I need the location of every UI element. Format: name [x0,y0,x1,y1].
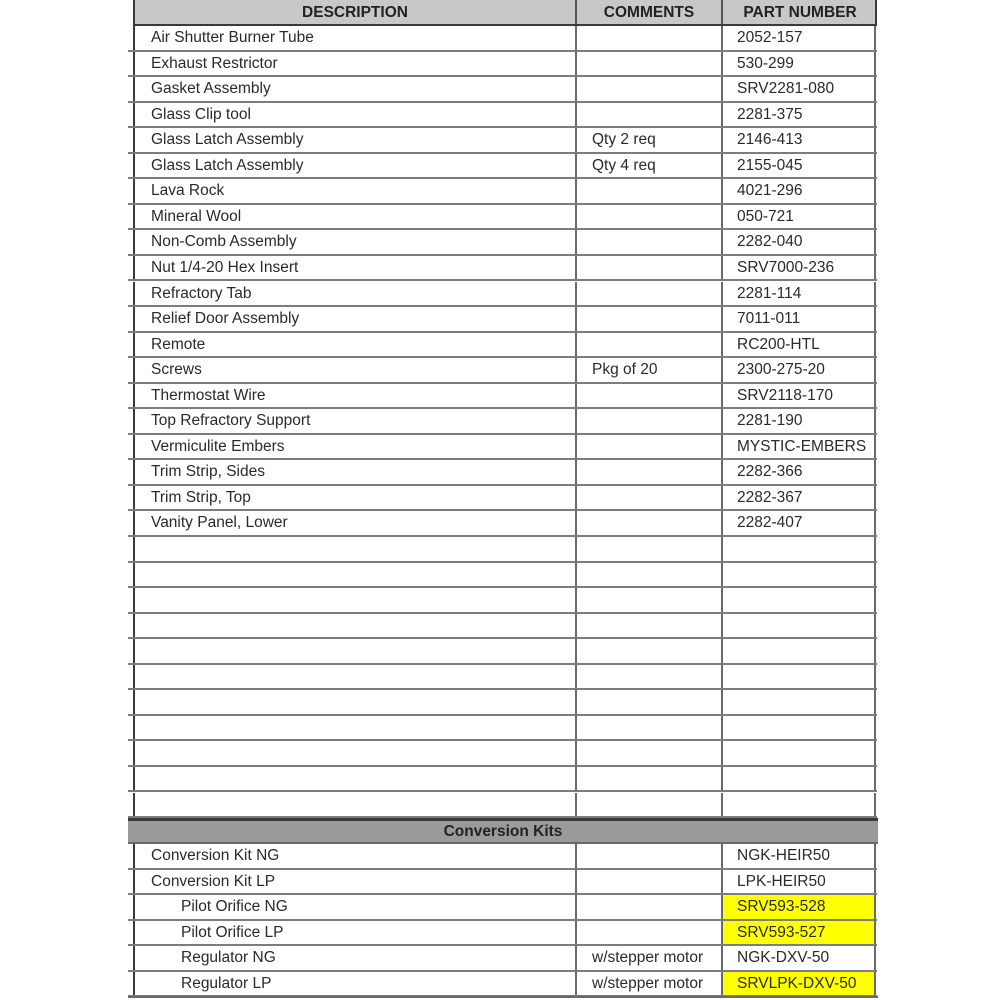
comments-cell [575,844,721,868]
conversion-kits-header: Conversion Kits [128,818,878,844]
comments-cell [575,460,721,484]
part-number-cell: 2281-190 [721,409,876,433]
description-cell: Refractory Tab [133,282,575,306]
table-row [128,358,877,384]
table-row [128,844,877,870]
part-number-cell: 2155-045 [721,154,876,178]
part-number-cell: 4021-296 [721,179,876,203]
comments-cell [575,563,721,587]
comments-cell [575,103,721,127]
table-row [128,511,877,537]
description-cell [133,537,575,561]
table-row [128,333,877,359]
table-row [128,460,877,486]
description-cell: Remote [133,333,575,357]
empty-table-row [128,614,877,640]
description-cell: Mineral Wool [133,205,575,229]
part-number-cell [721,690,876,714]
description-cell [133,665,575,689]
table-row [128,435,877,461]
comments-cell [575,486,721,510]
part-number-cell [721,767,876,791]
empty-table-row [128,690,877,716]
description-cell: Pilot Orifice LP [133,921,575,945]
part-number-cell: 2052-157 [721,26,876,50]
part-number-cell: SRV593-527 [721,921,876,945]
description-cell [133,767,575,791]
comments-cell [575,870,721,894]
comments-cell [575,179,721,203]
table-row [128,384,877,410]
comments-cell [575,614,721,638]
comments-cell [575,767,721,791]
description-cell: Gasket Assembly [133,77,575,101]
comments-cell [575,205,721,229]
comments-cell [575,307,721,331]
table-row [128,179,877,205]
table-row [128,307,877,333]
description-cell: Exhaust Restrictor [133,52,575,76]
comments-cell: Qty 2 req [575,128,721,152]
description-cell [133,563,575,587]
comments-cell [575,921,721,945]
comments-cell [575,26,721,50]
comments-cell [575,639,721,663]
table-row [128,895,877,921]
comments-cell [575,690,721,714]
comments-cell [575,282,721,306]
comments-cell: w/stepper motor [575,972,721,996]
empty-table-row [128,639,877,665]
description-cell [133,690,575,714]
comments-cell [575,333,721,357]
part-number-cell: SRVLPK-DXV-50 [721,972,876,996]
description-cell: Lava Rock [133,179,575,203]
empty-table-row [128,793,877,819]
empty-table-row [128,741,877,767]
comments-cell [575,741,721,765]
comments-cell [575,52,721,76]
description-cell: Regulator LP [133,972,575,996]
description-cell: Vermiculite Embers [133,435,575,459]
part-number-cell: 7011-011 [721,307,876,331]
part-number-cell: RC200-HTL [721,333,876,357]
part-number-cell [721,563,876,587]
empty-table-row [128,665,877,691]
comments-cell [575,384,721,408]
part-number-cell: NGK-DXV-50 [721,946,876,970]
comments-cell [575,537,721,561]
comments-cell [575,511,721,535]
table-bottom-border [128,996,878,998]
description-cell: Conversion Kit LP [133,870,575,894]
empty-table-row [128,716,877,742]
table-row [128,921,877,947]
table-row [128,486,877,512]
table-row [128,205,877,231]
table-row [128,282,877,308]
table-row [128,77,877,103]
description-cell: Conversion Kit NG [133,844,575,868]
description-cell: Glass Latch Assembly [133,154,575,178]
part-number-cell: 2281-114 [721,282,876,306]
table-row [128,946,877,972]
header-part-number: PART NUMBER [721,0,877,24]
description-cell: Glass Latch Assembly [133,128,575,152]
table-row [128,409,877,435]
part-number-cell: 2281-375 [721,103,876,127]
part-number-cell: 2146-413 [721,128,876,152]
comments-cell: Qty 4 req [575,154,721,178]
part-number-cell: LPK-HEIR50 [721,870,876,894]
comments-cell: w/stepper motor [575,946,721,970]
description-cell: Vanity Panel, Lower [133,511,575,535]
comments-cell [575,435,721,459]
description-cell: Regulator NG [133,946,575,970]
description-cell: Glass Clip tool [133,103,575,127]
part-number-cell [721,537,876,561]
part-number-cell: 2282-040 [721,230,876,254]
part-number-cell [721,665,876,689]
description-cell: Screws [133,358,575,382]
empty-table-row [128,588,877,614]
header-description: DESCRIPTION [302,4,408,21]
part-number-cell [721,639,876,663]
description-cell: Non-Comb Assembly [133,230,575,254]
part-number-cell: NGK-HEIR50 [721,844,876,868]
comments-cell [575,895,721,919]
comments-cell [575,409,721,433]
part-number-cell: 2300-275-20 [721,358,876,382]
description-cell: Air Shutter Burner Tube [133,26,575,50]
comments-cell: Pkg of 20 [575,358,721,382]
description-cell [133,716,575,740]
comments-cell [575,665,721,689]
description-cell: Trim Strip, Top [133,486,575,510]
comments-cell [575,793,721,817]
part-number-cell [721,793,876,817]
table-row [128,230,877,256]
description-cell [133,614,575,638]
table-header [133,0,877,26]
empty-table-row [128,767,877,793]
description-cell [133,588,575,612]
description-cell [133,639,575,663]
comments-cell [575,77,721,101]
part-number-cell: SRV2281-080 [721,77,876,101]
table-row [128,26,877,52]
comments-cell [575,716,721,740]
description-cell: Top Refractory Support [133,409,575,433]
description-cell: Trim Strip, Sides [133,460,575,484]
description-cell: Thermostat Wire [133,384,575,408]
part-number-cell: SRV593-528 [721,895,876,919]
description-cell [133,793,575,817]
empty-table-row [128,537,877,563]
part-number-cell: 050-721 [721,205,876,229]
table-row [128,870,877,896]
part-number-cell [721,614,876,638]
part-number-cell: 530-299 [721,52,876,76]
table-row [128,154,877,180]
description-cell [133,741,575,765]
part-number-cell: 2282-366 [721,460,876,484]
table-row [128,256,877,282]
part-number-cell: 2282-367 [721,486,876,510]
part-number-cell: MYSTIC-EMBERS [721,435,876,459]
table-row [128,972,877,998]
comments-cell [575,230,721,254]
empty-table-row [128,563,877,589]
comments-cell [575,256,721,280]
part-number-cell: SRV2118-170 [721,384,876,408]
description-cell: Nut 1/4-20 Hex Insert [133,256,575,280]
table-row [128,103,877,129]
part-number-cell: SRV7000-236 [721,256,876,280]
comments-cell [575,588,721,612]
part-number-cell: 2282-407 [721,511,876,535]
header-comments: COMMENTS [575,0,721,24]
table-row [128,128,877,154]
part-number-cell [721,716,876,740]
part-number-cell [721,741,876,765]
table-row [128,52,877,78]
description-cell: Relief Door Assembly [133,307,575,331]
description-cell: Pilot Orifice NG [133,895,575,919]
part-number-cell [721,588,876,612]
